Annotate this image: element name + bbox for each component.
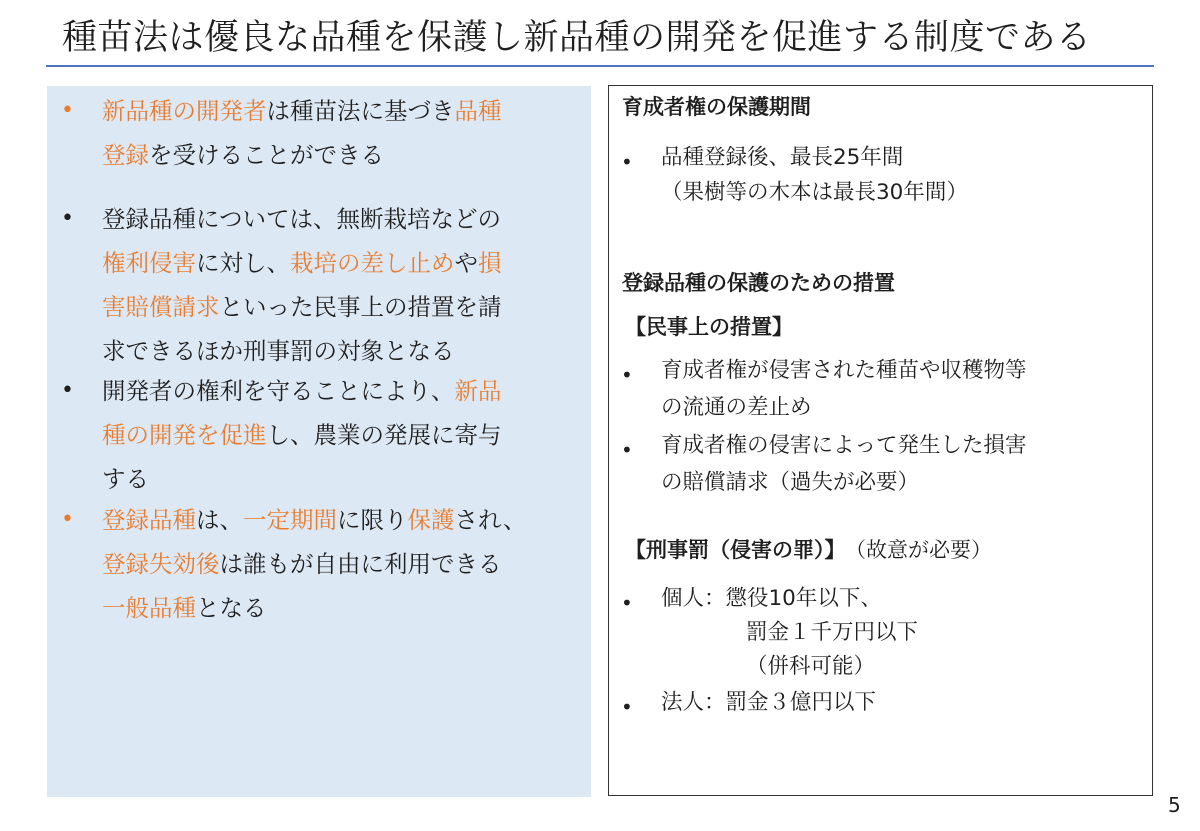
criminal-item-2: 法人：罰金３億円以下 — [661, 690, 877, 715]
bullet-marker: • — [61, 206, 74, 231]
highlighted-term: 一定期間 — [243, 506, 337, 534]
civil-item-1-line-1: 育成者権が侵害された種苗や収穫物等 — [661, 358, 1027, 383]
summary-bullet-text — [102, 498, 582, 630]
highlighted-term: 新品種の開発者 — [102, 97, 267, 125]
summary-text-line — [102, 413, 582, 457]
text-segment: となる — [196, 594, 267, 622]
highlighted-term: 登録 — [102, 141, 149, 169]
summary-text-line — [102, 542, 582, 586]
text-segment: 開発者の権利を守ることにより、 — [102, 377, 455, 405]
bullet-marker: • — [61, 507, 74, 532]
highlighted-term: 種の開発を促進 — [102, 421, 267, 449]
text-segment: や — [454, 249, 478, 277]
period-line-1: 品種登録後、最長25年間 — [661, 145, 904, 170]
period-bullet: • — [621, 150, 633, 174]
summary-text-line — [102, 369, 582, 413]
bullet-marker: • — [61, 98, 74, 123]
period-line-2: （果樹等の木本は最長30年間） — [661, 180, 968, 205]
civil-item-2-line-2: の賠償請求（過失が必要） — [661, 470, 920, 495]
highlighted-term: 一般品種 — [102, 594, 196, 622]
highlighted-term: 保護 — [407, 506, 455, 534]
highlighted-term: 栽培の差し止め — [290, 249, 455, 277]
highlighted-term: 権利侵害 — [102, 249, 196, 277]
left-summary-panel — [47, 86, 591, 797]
criminal-penalty-heading — [625, 535, 992, 565]
text-segment: 求できるほか刑事罰の対象となる — [102, 337, 455, 365]
text-segment: する — [102, 465, 149, 493]
civil-bullet-2: • — [621, 438, 633, 462]
criminal-item-1-line-1: 個人：懲役10年以下、 — [661, 586, 882, 611]
highlighted-term: 登録失効後 — [102, 550, 220, 578]
text-segment: され、 — [454, 506, 527, 534]
criminal-bullet-1: • — [621, 591, 633, 615]
summary-text-line — [102, 133, 582, 177]
summary-text-line — [102, 329, 582, 373]
summary-text-line — [102, 498, 582, 542]
civil-bullet-1: • — [621, 363, 633, 387]
highlighted-term: 登録品種 — [102, 506, 196, 534]
text-segment: は誰もが自由に利用できる — [219, 550, 502, 578]
text-segment: を受けることができる — [149, 141, 384, 169]
summary-text-line — [102, 89, 582, 133]
protection-measures-heading: 登録品種の保護のための措置 — [622, 271, 895, 295]
criminal-item-1-line-3: （併科可能） — [746, 654, 876, 679]
text-segment: に対し、 — [196, 249, 290, 277]
text-segment: は種苗法に基づき — [266, 97, 455, 125]
text-segment: し、農業の発展に寄与 — [266, 421, 502, 449]
protection-period-heading: 育成者権の保護期間 — [622, 95, 811, 119]
civil-measures-heading: 【民事上の措置】 — [625, 315, 793, 339]
summary-bullet-text — [102, 89, 582, 177]
highlighted-term: 品種 — [454, 97, 502, 125]
civil-item-1-line-2: の流通の差止め — [661, 395, 812, 420]
title-underline — [46, 65, 1154, 67]
summary-text-line — [102, 457, 582, 501]
slide-title: 種苗法は優良な品種を保護し新品種の開発を促進する制度である — [62, 18, 1092, 58]
summary-text-line — [102, 241, 582, 285]
highlighted-term: 害賠償請求 — [102, 293, 220, 321]
page-number: 5 — [1168, 793, 1181, 817]
criminal-bullet-2: • — [621, 695, 633, 719]
summary-bullet-text — [102, 369, 582, 501]
highlighted-term: 損 — [478, 249, 502, 277]
right-detail-panel — [608, 85, 1153, 796]
summary-text-line — [102, 285, 582, 329]
text-segment: は、 — [196, 506, 243, 534]
summary-text-line — [102, 197, 582, 241]
civil-item-2-line-1: 育成者権の侵害によって発生した損害 — [661, 433, 1027, 458]
criminal-note: （故意が必要） — [855, 538, 992, 562]
summary-text-line — [102, 586, 582, 630]
text-segment: 登録品種については、無断栽培などの — [102, 205, 502, 233]
bullet-marker: • — [61, 378, 74, 403]
criminal-heading-text: 【刑事罰（侵害の罪）】 — [625, 538, 846, 562]
text-segment: に限り — [337, 506, 408, 534]
highlighted-term: 新品 — [454, 377, 502, 405]
text-segment: といった民事上の措置を請 — [219, 293, 502, 321]
criminal-item-1-line-2: 罰金１千万円以下 — [746, 620, 919, 645]
summary-bullet-text — [102, 197, 582, 373]
